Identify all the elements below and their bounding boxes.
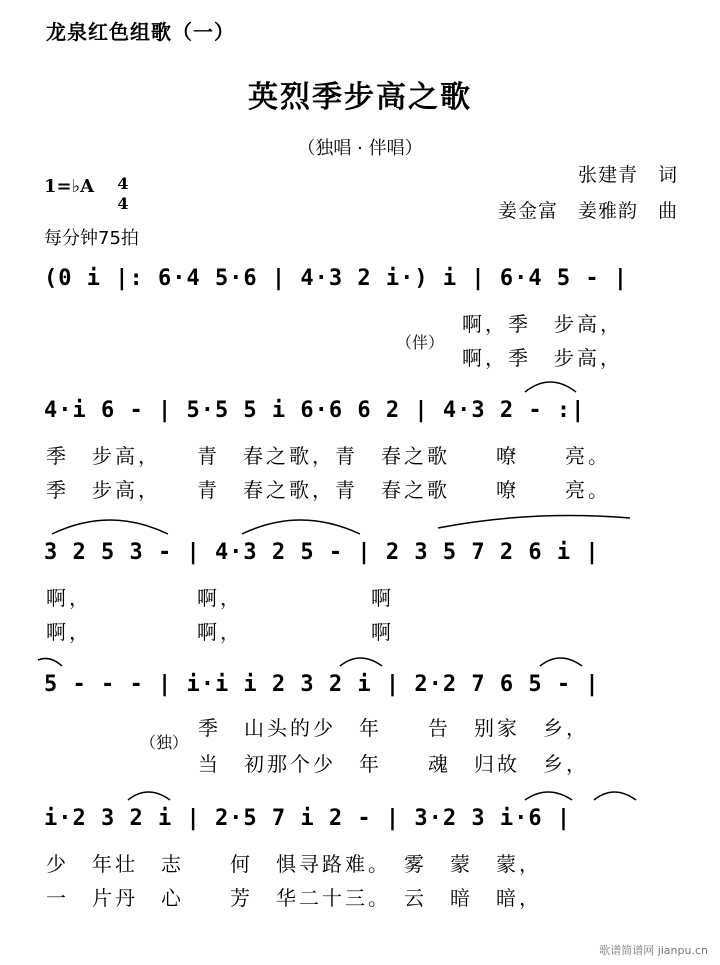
lyric-line-1-verse-2: 啊，季 步高， [462,346,623,370]
lyric-line-4-verse-2: 当 初那个少 年 魂 归故 乡， [198,752,589,776]
slur-line-3b [242,520,360,534]
time-signature-denominator: 4 [117,194,129,213]
notation-line-3: 3 2 5 3 - | 4·3 2 5 - | 2 3 5 7 2 6 i | [44,540,600,565]
lyric-line-2-verse-1: 季 步高， 青 春之歌，青 春之歌 嘹 亮。 [46,444,611,468]
series-title: 龙泉红色组歌（一） [46,20,235,44]
song-title: 英烈季步高之歌 [248,80,472,115]
lyric-line-2-verse-2: 季 步高， 青 春之歌，青 春之歌 嘹 亮。 [46,478,611,502]
notation-line-1: (0 i |: 6·4 5·6 | 4·3 2 i·) i | 6·4 5 - | [44,266,629,291]
lyricist-credit: 张建青 词 [577,164,678,186]
lyric-line-3-verse-1: 啊， 啊， 啊 [46,586,394,610]
lyric-line-3-verse-2: 啊， 啊， 啊 [46,620,394,644]
slur-line-4b [340,658,382,666]
lyric-line-1-verse-1: 啊，季 步高， [462,312,623,336]
song-subtitle: （独唱 · 伴唱） [297,138,423,159]
composer-credit: 姜金富 姜雅韵 曲 [497,200,678,222]
watermark: 歌谱简谱网 jianpu.cn [599,944,708,957]
key-signature: 1=♭A [44,176,95,197]
slur-line-3a [52,520,168,534]
slur-line-2 [525,382,576,392]
slur-line-5a [128,792,170,800]
lyric-line-5-verse-1: 少 年壮 志 何 惧寻路难。 雾 蒙 蒙， [46,852,542,876]
notation-line-2: 4·i 6 - | 5·5 5 i 6·6 6 2 | 4·3 2 - :| [44,398,586,423]
accompaniment-tag: （伴） [396,333,445,352]
time-signature-numerator: 4 [117,174,129,193]
lyric-line-5-verse-2: 一 片丹 心 芳 华二十三。 云 暗 暗， [46,886,542,910]
slur-line-4c [540,658,582,666]
slur-line-3c [438,516,630,528]
slur-line-4a [38,658,62,666]
solo-tag: （独） [140,733,189,752]
lyric-line-4-verse-1: 季 山头的少 年 告 别家 乡， [198,716,589,740]
slur-line-5c [594,792,636,800]
tempo-marking: 每分钟75拍 [44,228,139,249]
notation-line-4: 5 - - - | i·i i 2 3 2 i | 2·2 7 6 5 - | [44,672,600,697]
notation-line-5: i·2 3 2 i | 2·5 7 i 2 - | 3·2 3 i·6 | [44,806,572,831]
slur-line-5b [525,792,572,800]
